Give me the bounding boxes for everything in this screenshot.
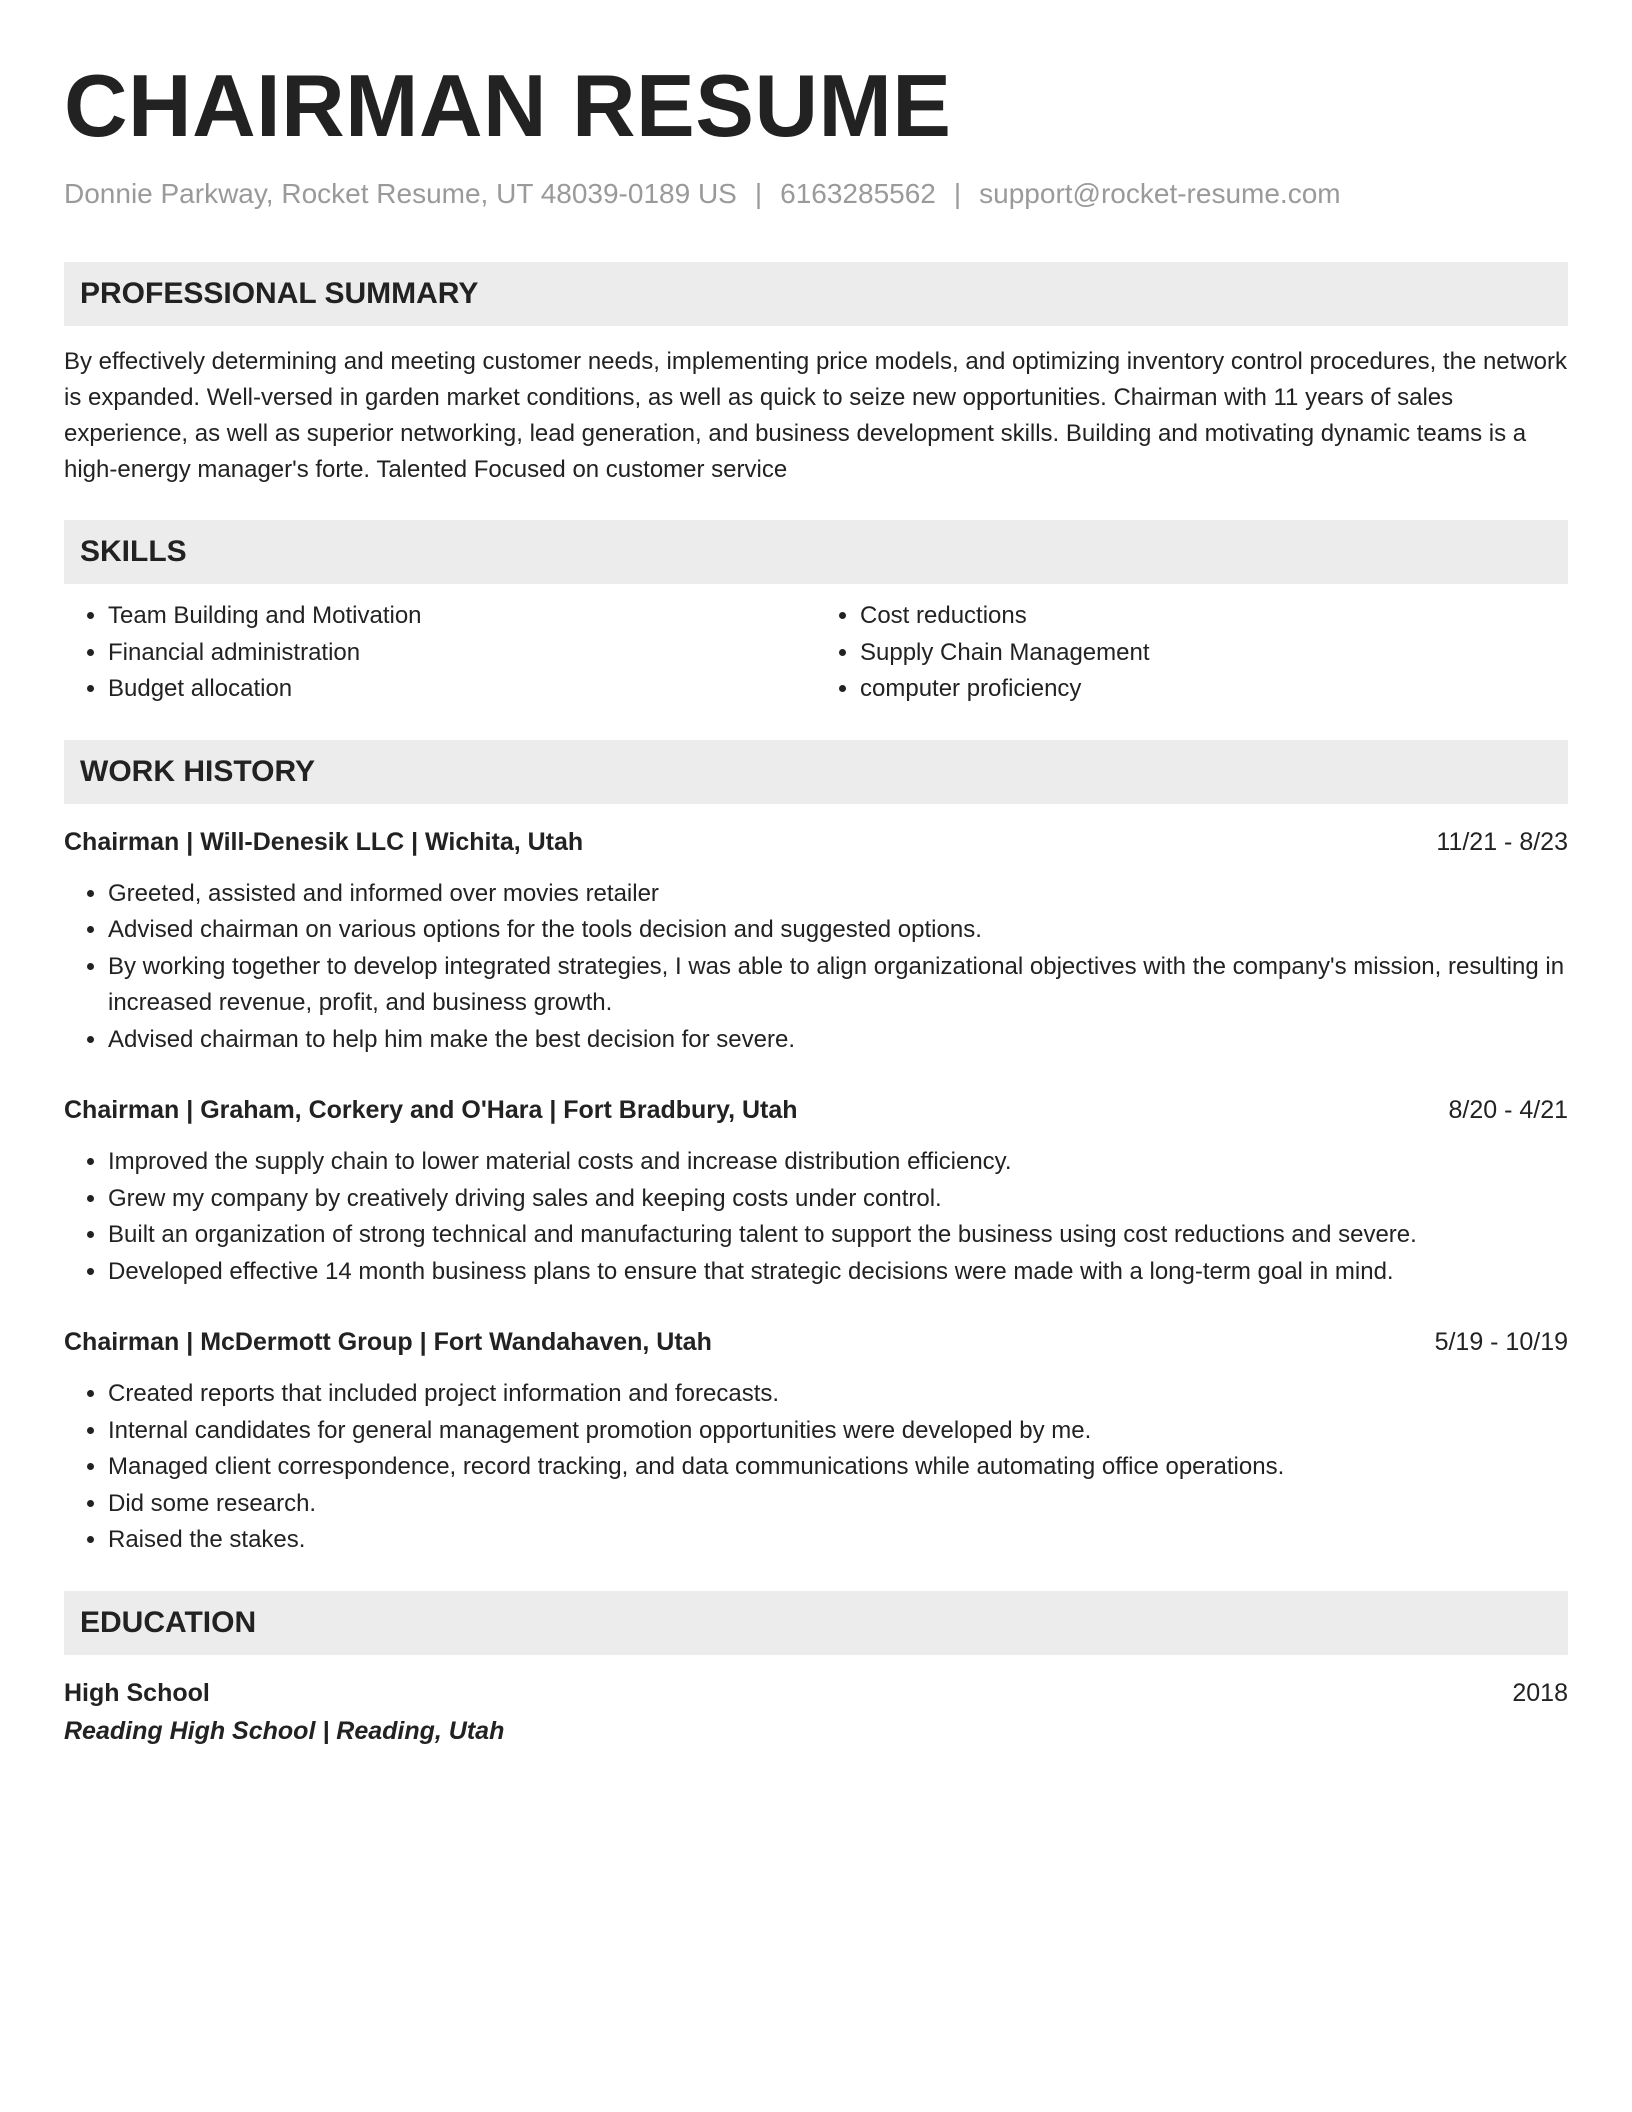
contact-email: support@rocket-resume.com (979, 178, 1341, 209)
job-bullet: • Greeted, assisted and informed over movies retailer (108, 876, 1568, 913)
job-bullet: • Did some research. (108, 1486, 1568, 1523)
resume-title: CHAIRMAN RESUME (64, 56, 952, 155)
education-school: Reading High School | Reading, Utah (64, 1716, 505, 1745)
job-bullet: • Advised chairman to help him make the best decision for severe. (108, 1022, 1568, 1059)
skill-item: • Cost reductions (860, 598, 1568, 635)
skill-item: • Financial administration (108, 635, 816, 672)
job-dates: 8/20 - 4/21 (1448, 1096, 1568, 1124)
summary-text: By effectively determining and meeting customer needs, implementing price models, and optimizing inventory control procedures, the network is expanded. Well-versed in garden market conditions, as well as quick to seize new opportunities. Chairman with 11 years of sales experience, as well as superior networking, lead generation, and business development skills. Building and motivating dynamic teams is a high-energy manager's forte. Talented Focused on customer service (64, 348, 1567, 483)
education-header (64, 1675, 1568, 1711)
job-bullet: • Grew my company by creatively driving sales and keeping costs under control. (108, 1181, 1568, 1218)
contact-line (64, 176, 1568, 212)
job-dates: 11/21 - 8/23 (1436, 827, 1568, 856)
section-heading-work-history: WORK HISTORY (64, 740, 1568, 804)
job-title: Chairman | Will-Denesik LLC | Wichita, Utah (64, 827, 584, 856)
contact-separator: | (953, 178, 962, 209)
job-entry (64, 824, 1568, 1059)
job-bullets (64, 1376, 1568, 1559)
job-header (64, 1324, 1568, 1360)
job-bullet: • Internal candidates for general management promotion opportunities were developed by me. (108, 1413, 1568, 1450)
skill-item: • Team Building and Motivation (108, 598, 816, 635)
job-header (64, 1092, 1568, 1128)
job-bullet: • Advised chairman on various options for the tools decision and suggested options. (108, 912, 1568, 949)
skills-list (64, 598, 1568, 708)
skill-item: • Supply Chain Management (860, 635, 1568, 672)
education-entry (64, 1675, 1568, 1751)
job-bullets (64, 1144, 1568, 1290)
section-heading-summary: PROFESSIONAL SUMMARY (64, 262, 1568, 326)
skills-column-right (816, 598, 1568, 708)
contact-separator: | (754, 178, 763, 209)
job-header (64, 824, 1568, 860)
contact-address: Donnie Parkway, Rocket Resume, UT 48039-0189 US (64, 178, 737, 209)
job-title: Chairman | McDermott Group | Fort Wandahaven, Utah (64, 1328, 712, 1356)
job-bullet: • Built an organization of strong technical and manufacturing talent to support the business using cost reductions and severe. (108, 1217, 1568, 1254)
job-bullet: • Developed effective 14 month business plans to ensure that strategic decisions were made with a long-term goal in mind. (108, 1254, 1568, 1291)
skill-item: • computer proficiency (860, 671, 1568, 708)
job-bullet: • Managed client correspondence, record tracking, and data communications while automating office operations. (108, 1449, 1568, 1486)
skill-item: • Budget allocation (108, 671, 816, 708)
job-bullet: • Improved the supply chain to lower material costs and increase distribution efficiency. (108, 1144, 1568, 1181)
education-degree: High School (64, 1678, 210, 1707)
skills-column-left (64, 598, 816, 708)
contact-phone: 6163285562 (780, 178, 936, 209)
job-title: Chairman | Graham, Corkery and O'Hara | Fort Bradbury, Utah (64, 1096, 798, 1124)
job-bullet: • Created reports that included project information and forecasts. (108, 1376, 1568, 1413)
job-bullet: • By working together to develop integrated strategies, I was able to align organizational objectives with the company's mission, resulting in increased revenue, profit, and business growth. (108, 949, 1568, 1022)
job-dates: 5/19 - 10/19 (1434, 1328, 1568, 1356)
section-heading-skills: SKILLS (64, 520, 1568, 584)
job-entry (64, 1324, 1568, 1559)
job-bullets (64, 876, 1568, 1059)
job-bullet: • Raised the stakes. (108, 1522, 1568, 1559)
section-heading-education: EDUCATION (64, 1591, 1568, 1655)
education-year: 2018 (1512, 1678, 1568, 1707)
job-entry (64, 1092, 1568, 1290)
